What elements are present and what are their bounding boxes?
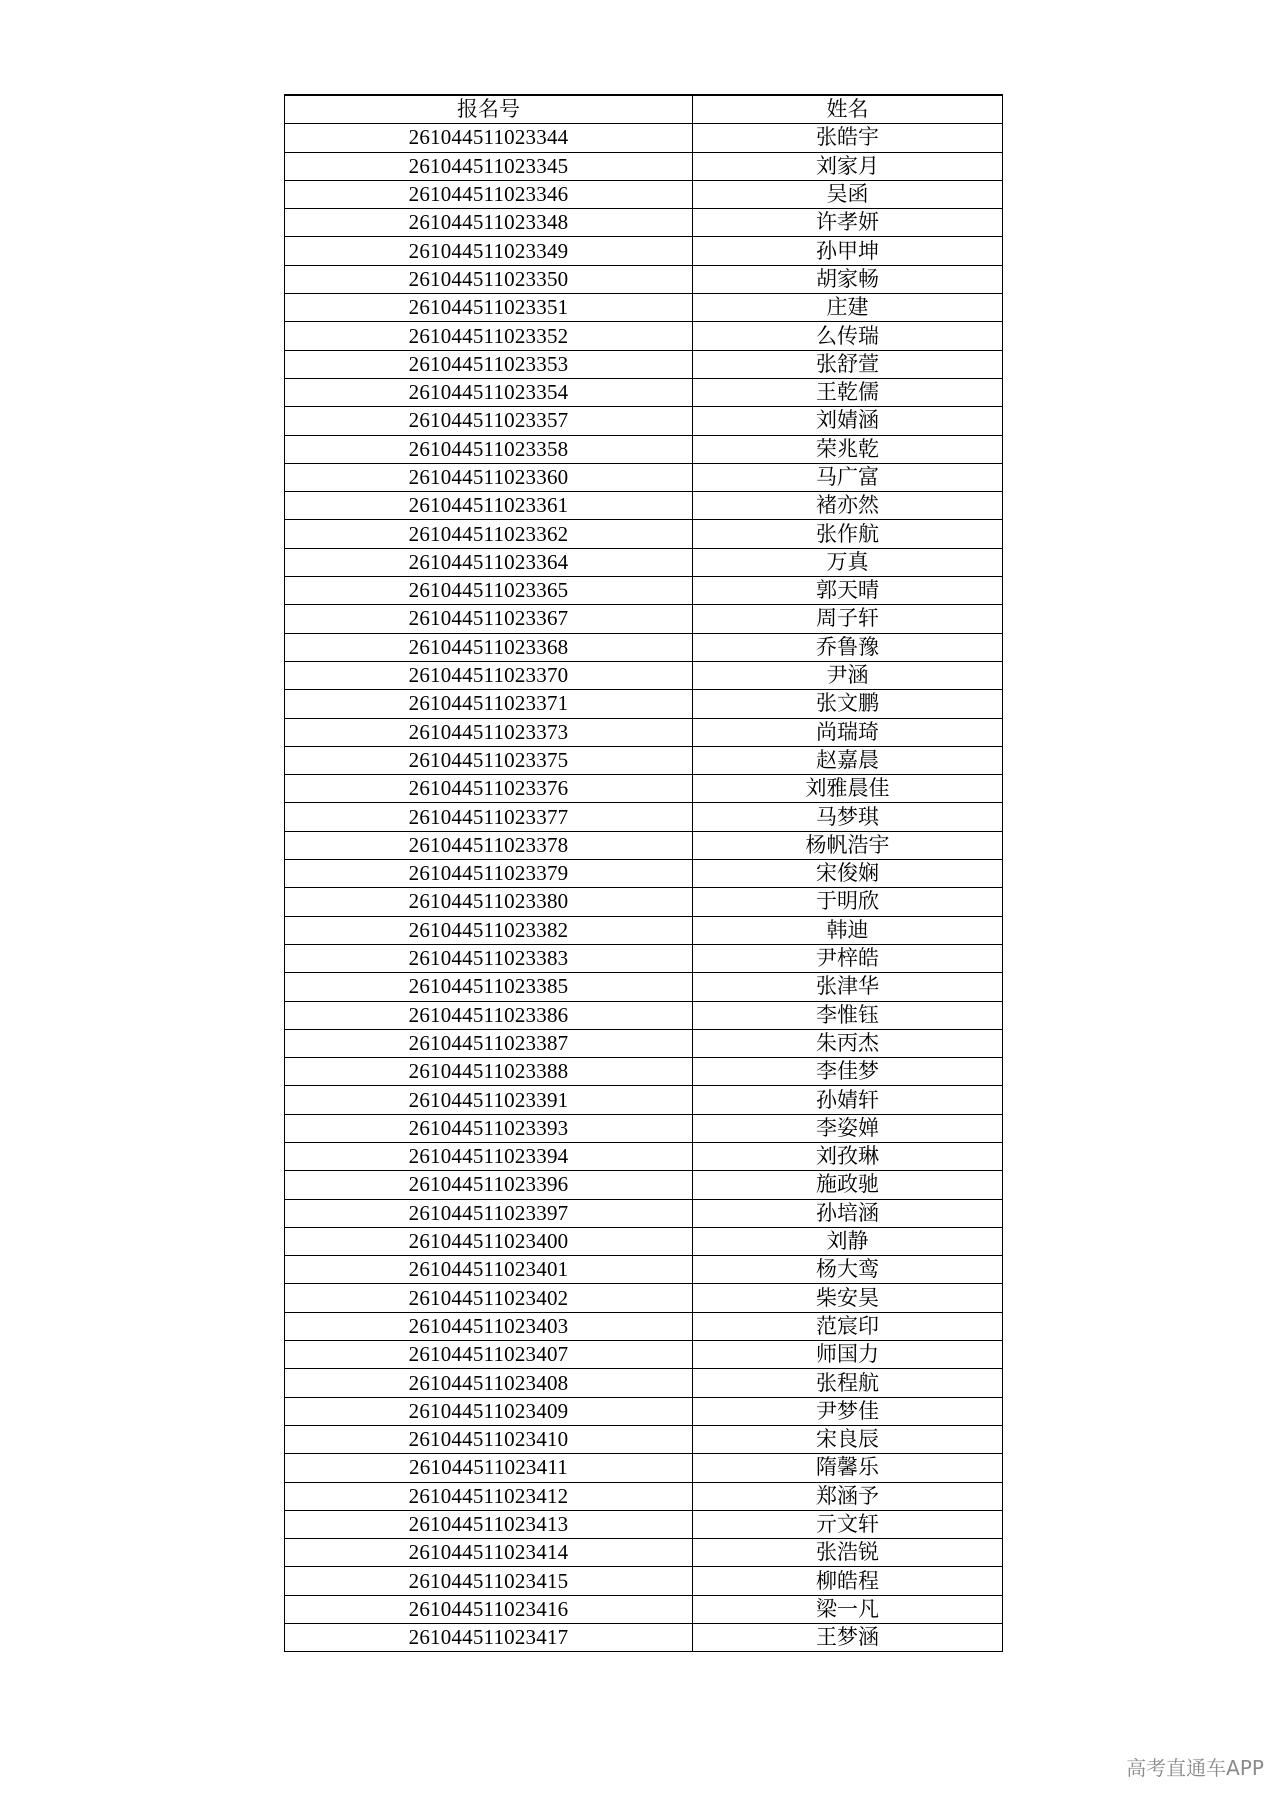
registration-number-cell: 261044511023378	[285, 831, 693, 859]
table-row	[285, 124, 1003, 152]
name-cell: 刘婧涵	[693, 407, 1003, 435]
registration-number-cell: 261044511023379	[285, 860, 693, 888]
name-cell: 尹梓皓	[693, 944, 1003, 972]
name-cell: 梁一凡	[693, 1595, 1003, 1623]
registration-number-cell: 261044511023383	[285, 944, 693, 972]
registration-number-cell: 261044511023368	[285, 633, 693, 661]
name-cell: 张文鹏	[693, 690, 1003, 718]
registration-number-cell: 261044511023358	[285, 435, 693, 463]
name-cell: 尹梦佳	[693, 1397, 1003, 1425]
table-row	[285, 1086, 1003, 1114]
name-cell: 刘家月	[693, 152, 1003, 180]
table-row	[285, 1199, 1003, 1227]
registration-number-cell: 261044511023413	[285, 1510, 693, 1538]
registration-number-cell: 261044511023344	[285, 124, 693, 152]
registration-number-cell: 261044511023350	[285, 265, 693, 293]
name-cell: 宋俊娴	[693, 860, 1003, 888]
name-cell: 师国力	[693, 1341, 1003, 1369]
registration-number-cell: 261044511023391	[285, 1086, 693, 1114]
registration-number-cell: 261044511023412	[285, 1482, 693, 1510]
name-cell: 孙甲坤	[693, 237, 1003, 265]
name-cell: 杨大鸾	[693, 1256, 1003, 1284]
name-cell: 尚瑞琦	[693, 718, 1003, 746]
column-header-name: 姓名	[693, 95, 1003, 124]
name-cell: 么传瑞	[693, 322, 1003, 350]
table-row	[285, 803, 1003, 831]
name-cell: 庄建	[693, 294, 1003, 322]
registration-number-cell: 261044511023393	[285, 1114, 693, 1142]
registration-number-cell: 261044511023354	[285, 378, 693, 406]
name-cell: 马梦琪	[693, 803, 1003, 831]
name-cell: 赵嘉晨	[693, 746, 1003, 774]
table-row	[285, 746, 1003, 774]
name-cell: 王乾儒	[693, 378, 1003, 406]
registration-number-cell: 261044511023416	[285, 1595, 693, 1623]
table-row	[285, 180, 1003, 208]
registration-number-cell: 261044511023402	[285, 1284, 693, 1312]
table-row	[285, 1595, 1003, 1623]
table-row	[285, 1624, 1003, 1652]
name-cell: 柴安昊	[693, 1284, 1003, 1312]
registration-number-cell: 261044511023349	[285, 237, 693, 265]
name-cell: 朱丙杰	[693, 1029, 1003, 1057]
table-row	[285, 633, 1003, 661]
table-row	[285, 265, 1003, 293]
registration-number-cell: 261044511023376	[285, 775, 693, 803]
table-row	[285, 944, 1003, 972]
registration-number-cell: 261044511023362	[285, 520, 693, 548]
registration-number-cell: 261044511023360	[285, 463, 693, 491]
table-row	[285, 1029, 1003, 1057]
table-row	[285, 1114, 1003, 1142]
registration-number-cell: 261044511023348	[285, 209, 693, 237]
name-cell: 孙婧轩	[693, 1086, 1003, 1114]
name-cell: 周子轩	[693, 605, 1003, 633]
table-row	[285, 1369, 1003, 1397]
registration-number-cell: 261044511023414	[285, 1539, 693, 1567]
table-row	[285, 690, 1003, 718]
table-row	[285, 1227, 1003, 1255]
name-cell: 李惟钰	[693, 1001, 1003, 1029]
name-cell: 施政驰	[693, 1171, 1003, 1199]
name-cell: 万真	[693, 548, 1003, 576]
table-row	[285, 661, 1003, 689]
table-row	[285, 718, 1003, 746]
table-row	[285, 1454, 1003, 1482]
name-cell: 马广富	[693, 463, 1003, 491]
registration-number-cell: 261044511023382	[285, 916, 693, 944]
registration-number-cell: 261044511023388	[285, 1058, 693, 1086]
column-header-registration-number: 报名号	[285, 95, 693, 124]
name-cell: 张舒萱	[693, 350, 1003, 378]
registration-number-cell: 261044511023417	[285, 1624, 693, 1652]
table-row	[285, 1142, 1003, 1170]
table-row	[285, 1001, 1003, 1029]
table-row	[285, 1256, 1003, 1284]
registration-number-cell: 261044511023403	[285, 1312, 693, 1340]
table-row	[285, 492, 1003, 520]
name-cell: 李姿婵	[693, 1114, 1003, 1142]
registration-number-cell: 261044511023385	[285, 973, 693, 1001]
table-header-row	[285, 95, 1003, 124]
name-cell: 隋馨乐	[693, 1454, 1003, 1482]
name-cell: 荣兆乾	[693, 435, 1003, 463]
name-cell: 张津华	[693, 973, 1003, 1001]
table-body	[285, 124, 1003, 1652]
name-cell: 郭天晴	[693, 577, 1003, 605]
name-cell: 李佳梦	[693, 1058, 1003, 1086]
registration-number-cell: 261044511023365	[285, 577, 693, 605]
registration-number-cell: 261044511023375	[285, 746, 693, 774]
name-cell: 张作航	[693, 520, 1003, 548]
registration-number-cell: 261044511023361	[285, 492, 693, 520]
registration-number-cell: 261044511023370	[285, 661, 693, 689]
registration-number-cell: 261044511023371	[285, 690, 693, 718]
name-cell: 刘静	[693, 1227, 1003, 1255]
table-row	[285, 1058, 1003, 1086]
roster-table	[284, 94, 1003, 1652]
table-row	[285, 378, 1003, 406]
registration-number-cell: 261044511023401	[285, 1256, 693, 1284]
table-row	[285, 973, 1003, 1001]
name-cell: 张程航	[693, 1369, 1003, 1397]
registration-number-cell: 261044511023353	[285, 350, 693, 378]
name-cell: 王梦涵	[693, 1624, 1003, 1652]
table-row	[285, 463, 1003, 491]
name-cell: 胡家畅	[693, 265, 1003, 293]
table-row	[285, 350, 1003, 378]
table-row	[285, 860, 1003, 888]
table-row	[285, 1567, 1003, 1595]
table-row	[285, 1482, 1003, 1510]
name-cell: 刘孜琳	[693, 1142, 1003, 1170]
table-row	[285, 322, 1003, 350]
name-cell: 柳皓程	[693, 1567, 1003, 1595]
table-row	[285, 1312, 1003, 1340]
registration-number-cell: 261044511023352	[285, 322, 693, 350]
table-row	[285, 775, 1003, 803]
registration-number-cell: 261044511023380	[285, 888, 693, 916]
table-row	[285, 520, 1003, 548]
registration-number-cell: 261044511023397	[285, 1199, 693, 1227]
table-row	[285, 888, 1003, 916]
name-cell: 张浩锐	[693, 1539, 1003, 1567]
table-row	[285, 152, 1003, 180]
name-cell: 韩迪	[693, 916, 1003, 944]
name-cell: 孙培涵	[693, 1199, 1003, 1227]
registration-number-cell: 261044511023400	[285, 1227, 693, 1255]
table-row	[285, 1284, 1003, 1312]
table-row	[285, 605, 1003, 633]
name-cell: 亓文轩	[693, 1510, 1003, 1538]
name-cell: 乔鲁豫	[693, 633, 1003, 661]
table-row	[285, 1397, 1003, 1425]
table-row	[285, 1171, 1003, 1199]
table-row	[285, 1425, 1003, 1453]
watermark-text: 高考直通车APP	[1126, 1756, 1264, 1780]
name-cell: 宋良辰	[693, 1425, 1003, 1453]
table-row	[285, 1341, 1003, 1369]
registration-number-cell: 261044511023377	[285, 803, 693, 831]
registration-number-cell: 261044511023408	[285, 1369, 693, 1397]
registration-number-cell: 261044511023367	[285, 605, 693, 633]
registration-number-cell: 261044511023386	[285, 1001, 693, 1029]
registration-number-cell: 261044511023346	[285, 180, 693, 208]
name-cell: 吴函	[693, 180, 1003, 208]
name-cell: 张皓宇	[693, 124, 1003, 152]
table-row	[285, 916, 1003, 944]
name-cell: 尹涵	[693, 661, 1003, 689]
registration-number-cell: 261044511023351	[285, 294, 693, 322]
name-cell: 于明欣	[693, 888, 1003, 916]
table-row	[285, 237, 1003, 265]
table-row	[285, 1510, 1003, 1538]
roster-sheet	[284, 94, 1003, 1652]
table-row	[285, 548, 1003, 576]
table-row	[285, 435, 1003, 463]
registration-number-cell: 261044511023345	[285, 152, 693, 180]
registration-number-cell: 261044511023411	[285, 1454, 693, 1482]
name-cell: 杨帆浩宇	[693, 831, 1003, 859]
registration-number-cell: 261044511023394	[285, 1142, 693, 1170]
table-row	[285, 831, 1003, 859]
table-row	[285, 577, 1003, 605]
table-row	[285, 407, 1003, 435]
registration-number-cell: 261044511023387	[285, 1029, 693, 1057]
name-cell: 郑涵予	[693, 1482, 1003, 1510]
registration-number-cell: 261044511023364	[285, 548, 693, 576]
name-cell: 许孝妍	[693, 209, 1003, 237]
registration-number-cell: 261044511023410	[285, 1425, 693, 1453]
registration-number-cell: 261044511023407	[285, 1341, 693, 1369]
registration-number-cell: 261044511023409	[285, 1397, 693, 1425]
table-row	[285, 294, 1003, 322]
registration-number-cell: 261044511023357	[285, 407, 693, 435]
table-row	[285, 209, 1003, 237]
name-cell: 刘雅晨佳	[693, 775, 1003, 803]
name-cell: 褚亦然	[693, 492, 1003, 520]
registration-number-cell: 261044511023415	[285, 1567, 693, 1595]
name-cell: 范宸印	[693, 1312, 1003, 1340]
table-row	[285, 1539, 1003, 1567]
registration-number-cell: 261044511023373	[285, 718, 693, 746]
registration-number-cell: 261044511023396	[285, 1171, 693, 1199]
